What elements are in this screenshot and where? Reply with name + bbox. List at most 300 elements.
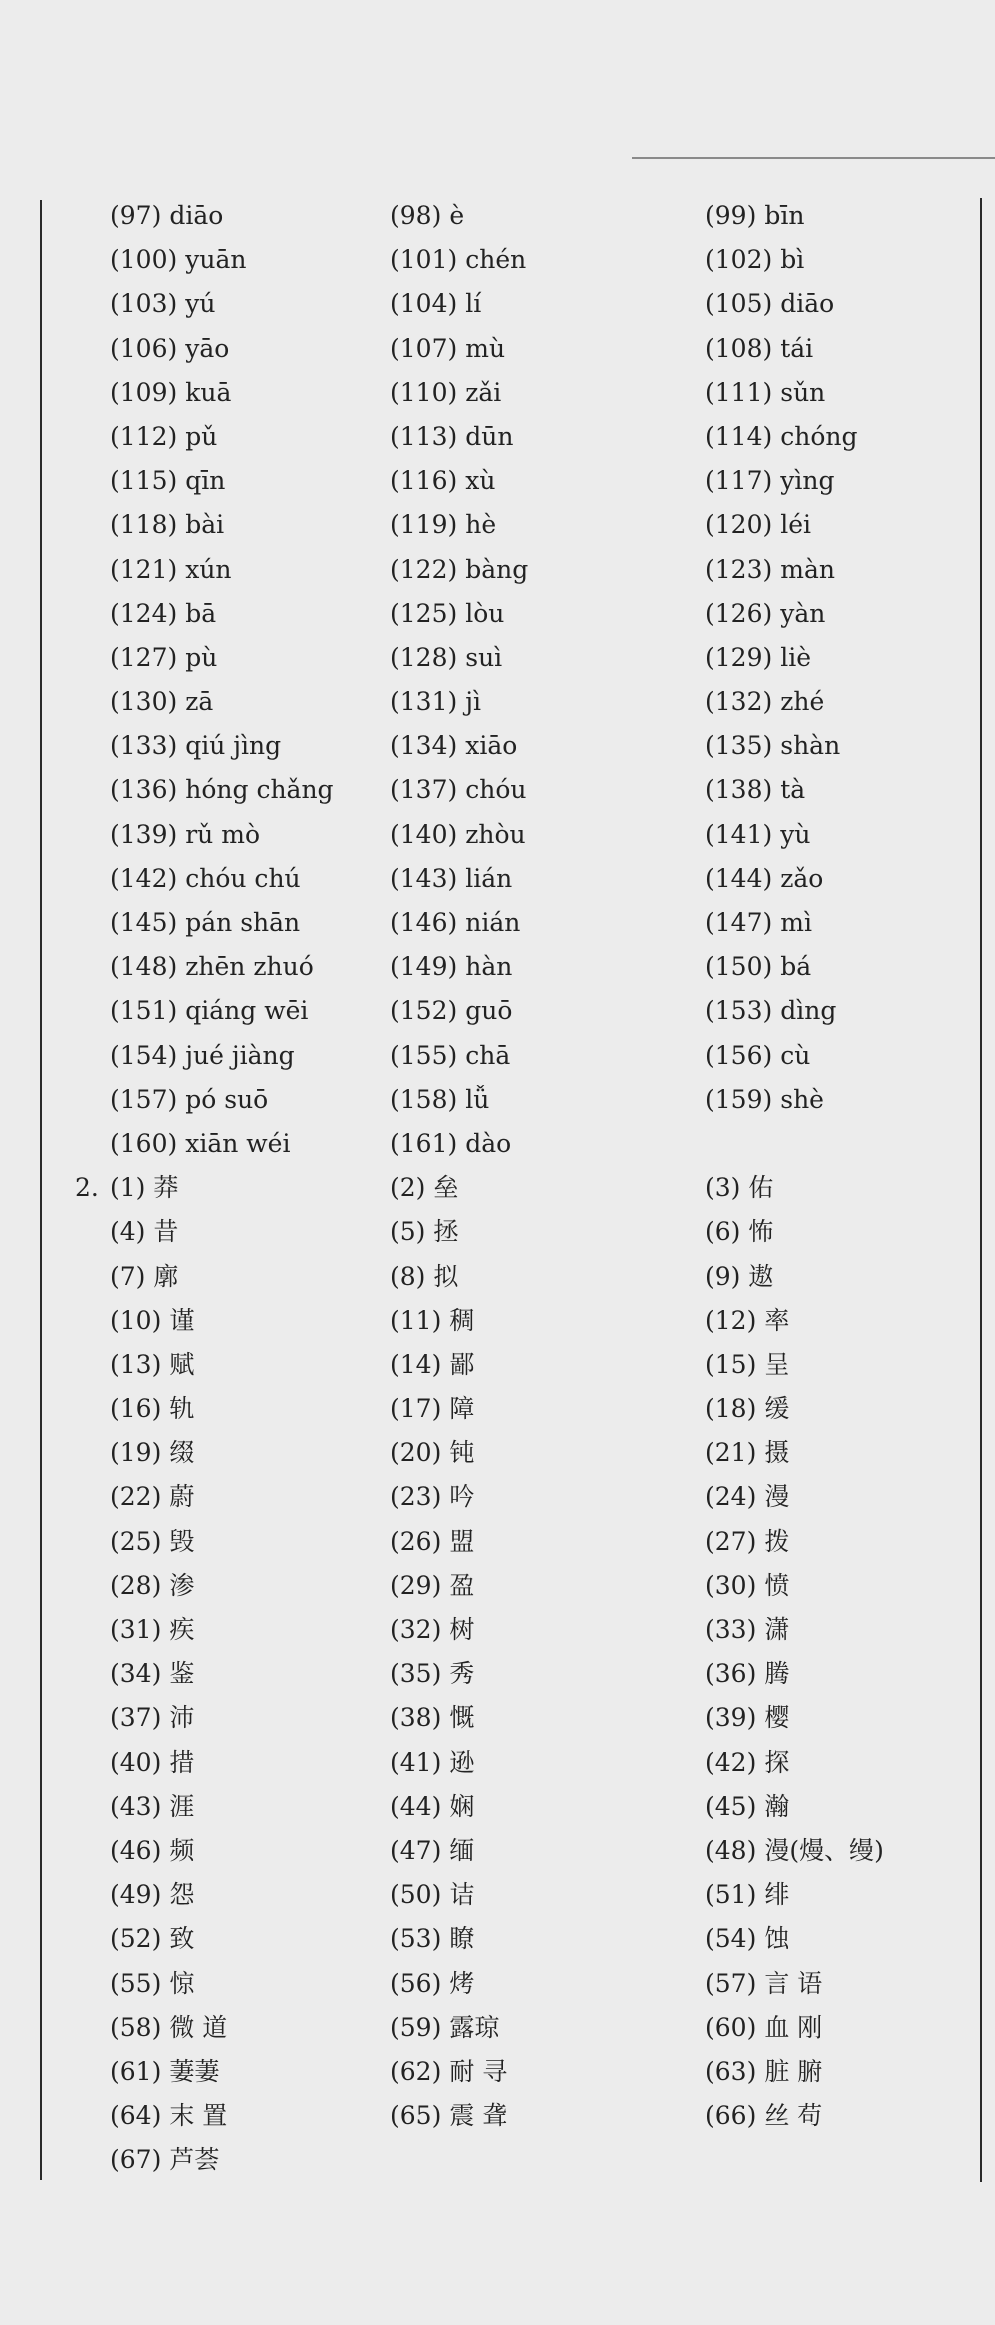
item-answer: shàn	[780, 731, 841, 761]
item-number: (157)	[110, 1084, 178, 1114]
item-answer: shè	[780, 1084, 824, 1114]
answer-item	[110, 1520, 194, 1564]
answer-row	[0, 680, 995, 724]
item-number: (156)	[705, 1040, 773, 1070]
item-number: (128)	[390, 642, 458, 672]
item-number: (1)	[110, 1173, 146, 1203]
item-number: (65)	[390, 2101, 442, 2131]
answer-row	[0, 1255, 995, 1299]
item-answer: 渗	[169, 1570, 195, 1600]
item-answer: 盈	[449, 1570, 475, 1600]
answer-item	[390, 1343, 474, 1387]
item-answer: xiān wéi	[185, 1128, 291, 1158]
answer-row	[0, 503, 995, 547]
answer-item	[705, 2050, 822, 2094]
answer-item	[110, 194, 223, 238]
item-answer: rǔ mò	[185, 819, 260, 849]
item-answer: suì	[465, 642, 503, 672]
item-number: (53)	[390, 1924, 442, 1954]
item-answer: chén	[465, 245, 527, 275]
item-answer: 瞭	[449, 1924, 475, 1954]
item-number: (142)	[110, 863, 178, 893]
item-number: (28)	[110, 1570, 162, 1600]
answer-row	[0, 1122, 995, 1166]
item-number: (27)	[705, 1526, 757, 1556]
item-number: (9)	[705, 1261, 741, 1291]
answer-row	[0, 1475, 995, 1519]
answer-item	[705, 194, 804, 238]
answer-row	[0, 901, 995, 945]
item-answer: 娴	[449, 1791, 475, 1821]
item-answer: yù	[780, 819, 811, 849]
item-answer: 惊	[169, 1968, 195, 1998]
answer-item	[110, 636, 217, 680]
item-answer: 腾	[764, 1659, 790, 1689]
item-number: (3)	[705, 1173, 741, 1203]
answer-item	[390, 592, 504, 636]
item-number: (126)	[705, 598, 773, 628]
item-answer: diāo	[169, 201, 224, 230]
answer-row	[0, 1166, 995, 1210]
item-number: (62)	[390, 2056, 442, 2086]
item-number: (105)	[705, 289, 773, 319]
item-number: (127)	[110, 642, 178, 672]
item-answer: qīn	[185, 466, 226, 496]
answer-row	[0, 1431, 995, 1475]
item-number: (33)	[705, 1615, 757, 1644]
answer-item	[705, 548, 835, 592]
item-number: (103)	[110, 289, 178, 319]
item-number: (49)	[110, 1880, 162, 1910]
item-number: (26)	[390, 1526, 442, 1556]
item-answer: cù	[780, 1040, 811, 1070]
answer-item	[110, 1387, 194, 1431]
item-answer: chā	[465, 1040, 511, 1070]
answer-item	[705, 1078, 824, 1122]
item-number: (98)	[390, 201, 442, 230]
item-number: (136)	[110, 775, 178, 805]
item-number: (64)	[110, 2101, 162, 2131]
answer-item	[705, 415, 858, 459]
answer-item	[110, 1122, 290, 1166]
item-number: (111)	[705, 377, 773, 407]
item-number: (99)	[705, 201, 757, 230]
item-answer: 震 聋	[449, 2101, 508, 2131]
answer-item	[390, 371, 501, 415]
answer-grid	[0, 194, 995, 2182]
item-answer: 鉴	[169, 1659, 195, 1689]
answer-item	[110, 1343, 194, 1387]
answer-item	[390, 1564, 474, 1608]
answer-item	[390, 194, 464, 238]
item-number: (107)	[390, 333, 458, 363]
answer-item	[110, 2050, 219, 2094]
item-answer: yú	[185, 289, 216, 319]
item-answer: zǎo	[780, 863, 824, 893]
item-answer: 芦荟	[169, 2145, 220, 2175]
item-number: (6)	[705, 1217, 741, 1247]
item-answer: 呈	[764, 1349, 790, 1379]
item-answer: zhé	[780, 687, 825, 717]
item-number: (140)	[390, 819, 458, 849]
answer-row	[0, 1210, 995, 1254]
item-number: (40)	[110, 1747, 162, 1777]
item-number: (52)	[110, 1924, 162, 1954]
item-number: (57)	[705, 1968, 757, 1998]
item-number: (141)	[705, 819, 773, 849]
item-answer: qiú jìng	[185, 731, 282, 761]
item-number: (10)	[110, 1305, 162, 1335]
item-number: (125)	[390, 598, 458, 628]
answer-row	[0, 813, 995, 857]
item-number: (45)	[705, 1791, 757, 1821]
item-number: (143)	[390, 863, 458, 893]
item-answer: 稠	[449, 1305, 475, 1335]
answer-item	[390, 1122, 511, 1166]
item-number: (48)	[705, 1835, 757, 1865]
item-number: (153)	[705, 996, 773, 1026]
answer-item	[390, 1387, 474, 1431]
item-answer: pù	[185, 642, 218, 672]
item-answer: 致	[169, 1924, 195, 1954]
answer-item	[110, 1299, 194, 1343]
answer-item	[390, 1078, 489, 1122]
item-number: (145)	[110, 908, 178, 937]
answer-item	[110, 2094, 227, 2138]
answer-item	[390, 1962, 474, 2006]
answer-item	[110, 1917, 194, 1961]
item-number: (2)	[390, 1173, 426, 1203]
answer-item	[705, 1034, 810, 1078]
item-answer: 垒	[433, 1173, 459, 1203]
item-number: (129)	[705, 642, 773, 672]
item-answer: 毁	[169, 1526, 195, 1556]
answer-item	[110, 503, 224, 547]
answer-item	[110, 1829, 194, 1873]
item-answer: léi	[780, 510, 812, 540]
item-number: (104)	[390, 289, 458, 319]
item-answer: 蔚	[169, 1482, 195, 1512]
item-number: (38)	[390, 1703, 442, 1733]
answer-item	[390, 1741, 474, 1785]
answer-row	[0, 1520, 995, 1564]
answer-item	[110, 459, 225, 503]
item-answer: 探	[764, 1747, 790, 1777]
item-answer: yàn	[780, 598, 826, 628]
item-number: (67)	[110, 2145, 162, 2175]
item-number: (106)	[110, 333, 178, 363]
item-number: (63)	[705, 2056, 757, 2086]
section-number: 2.	[75, 1173, 99, 1203]
item-answer: 漫	[764, 1482, 790, 1512]
answer-item	[705, 2006, 822, 2050]
item-number: (97)	[110, 201, 162, 230]
answer-item	[705, 238, 804, 282]
item-answer: liè	[780, 642, 812, 672]
answer-row	[0, 989, 995, 1033]
answer-item	[390, 1829, 474, 1873]
answer-item	[705, 592, 825, 636]
item-number: (121)	[110, 554, 178, 584]
item-answer: 慨	[449, 1703, 475, 1733]
item-answer: 谨	[169, 1305, 195, 1335]
item-number: (13)	[110, 1349, 162, 1379]
answer-item	[110, 238, 246, 282]
answer-item	[705, 636, 811, 680]
item-answer: 漫(熳、缦)	[764, 1835, 884, 1865]
item-number: (133)	[110, 731, 178, 761]
answer-item	[705, 1962, 822, 2006]
answer-row	[0, 2050, 995, 2094]
answer-item	[705, 1608, 789, 1652]
item-answer: sǔn	[780, 377, 826, 407]
item-number: (32)	[390, 1615, 442, 1644]
item-answer: lòu	[465, 598, 505, 628]
item-number: (161)	[390, 1128, 458, 1158]
item-answer: mì	[780, 908, 812, 937]
answer-row	[0, 1962, 995, 2006]
answer-item	[110, 1166, 178, 1210]
answer-item	[705, 1431, 789, 1475]
item-answer: 佑	[748, 1173, 774, 1203]
answer-item	[705, 1785, 789, 1829]
answer-item	[110, 1785, 194, 1829]
item-answer: xún	[185, 554, 232, 584]
item-answer: 烤	[449, 1968, 475, 1998]
answer-item	[110, 1652, 194, 1696]
item-answer: 涯	[169, 1791, 195, 1821]
answer-item	[390, 1210, 458, 1254]
answer-item	[705, 1873, 789, 1917]
item-number: (134)	[390, 731, 458, 761]
answer-item	[110, 1608, 194, 1652]
item-number: (35)	[390, 1659, 442, 1689]
answer-item	[390, 680, 481, 724]
answer-row	[0, 1564, 995, 1608]
answer-item	[705, 724, 840, 768]
item-number: (146)	[390, 908, 458, 937]
item-number: (115)	[110, 466, 178, 496]
item-number: (120)	[705, 510, 773, 540]
item-number: (66)	[705, 2101, 757, 2131]
answer-item	[390, 459, 495, 503]
item-answer: 措	[169, 1747, 195, 1777]
item-answer: qiáng wēi	[185, 996, 309, 1026]
item-answer: 末 置	[169, 2101, 228, 2131]
answer-row	[0, 1078, 995, 1122]
answer-item	[390, 813, 526, 857]
answer-row	[0, 1696, 995, 1740]
item-number: (51)	[705, 1880, 757, 1910]
item-number: (5)	[390, 1217, 426, 1247]
item-answer: 露琼	[449, 2012, 500, 2042]
item-number: (11)	[390, 1305, 442, 1335]
answer-item	[110, 901, 300, 945]
item-number: (17)	[390, 1394, 442, 1424]
answer-item	[390, 1166, 458, 1210]
answer-item	[705, 1741, 789, 1785]
item-number: (139)	[110, 819, 178, 849]
item-answer: 微 道	[169, 2012, 228, 2042]
item-answer: chóng	[780, 421, 858, 451]
answer-row	[0, 2094, 995, 2138]
answer-item	[110, 282, 215, 326]
item-number: (41)	[390, 1747, 442, 1777]
answer-item	[110, 1078, 268, 1122]
answer-item	[705, 989, 836, 1033]
item-answer: bì	[780, 245, 805, 275]
item-number: (119)	[390, 510, 458, 540]
answer-row	[0, 945, 995, 989]
item-answer: 愤	[764, 1570, 790, 1600]
answer-item	[390, 1608, 474, 1652]
answer-item	[705, 1475, 789, 1519]
answer-item	[110, 813, 260, 857]
item-answer: 缓	[764, 1394, 790, 1424]
item-number: (30)	[705, 1570, 757, 1600]
item-number: (58)	[110, 2012, 162, 2042]
item-answer: yuān	[185, 245, 247, 275]
item-answer: 赋	[169, 1349, 195, 1379]
item-answer: 拨	[764, 1526, 790, 1556]
item-answer: 树	[449, 1615, 475, 1644]
item-number: (36)	[705, 1659, 757, 1689]
answer-item	[705, 1564, 789, 1608]
answer-item	[110, 415, 217, 459]
answer-item	[110, 371, 231, 415]
answer-item	[390, 1255, 458, 1299]
item-number: (29)	[390, 1570, 442, 1600]
answer-item	[110, 724, 281, 768]
item-number: (7)	[110, 1261, 146, 1291]
item-number: (42)	[705, 1747, 757, 1777]
item-answer: 秀	[449, 1659, 475, 1689]
answer-item	[110, 592, 216, 636]
item-answer: bá	[780, 952, 812, 982]
item-answer: xù	[465, 466, 496, 496]
answer-item	[705, 945, 811, 989]
item-number: (158)	[390, 1084, 458, 1114]
item-number: (112)	[110, 421, 178, 451]
item-answer: 廓	[153, 1261, 179, 1291]
item-answer: màn	[780, 554, 835, 584]
answer-item	[705, 2094, 822, 2138]
item-answer: 频	[169, 1835, 195, 1865]
item-answer: 摄	[764, 1438, 790, 1468]
item-number: (37)	[110, 1703, 162, 1733]
item-answer: mù	[465, 333, 506, 363]
item-number: (116)	[390, 466, 458, 496]
item-answer: 怖	[748, 1217, 774, 1247]
item-number: (101)	[390, 245, 458, 275]
answer-item	[390, 1520, 474, 1564]
item-answer: yāo	[185, 333, 230, 363]
item-answer: 拯	[433, 1217, 459, 1247]
answer-row	[0, 857, 995, 901]
answer-item	[390, 857, 512, 901]
answer-item	[110, 1034, 295, 1078]
item-answer: tà	[780, 775, 806, 805]
answer-row	[0, 1343, 995, 1387]
item-number: (123)	[705, 554, 773, 584]
answer-item	[390, 901, 520, 945]
answer-item	[705, 680, 824, 724]
item-number: (131)	[390, 687, 458, 717]
item-number: (113)	[390, 421, 458, 451]
item-number: (12)	[705, 1305, 757, 1335]
item-answer: 鄙	[449, 1349, 475, 1379]
item-answer: è	[449, 201, 465, 230]
item-answer: 沛	[169, 1703, 195, 1733]
item-number: (152)	[390, 996, 458, 1026]
item-number: (118)	[110, 510, 178, 540]
item-answer: yìng	[780, 466, 835, 496]
answer-item	[390, 1696, 474, 1740]
answer-item	[705, 1210, 773, 1254]
answer-item	[110, 1962, 194, 2006]
item-answer: bā	[185, 598, 217, 628]
item-answer: dūn	[465, 421, 514, 451]
answer-item	[390, 415, 513, 459]
answer-item	[390, 1034, 510, 1078]
answer-item	[390, 1785, 474, 1829]
item-answer: 缀	[169, 1438, 195, 1468]
item-number: (102)	[705, 245, 773, 275]
item-answer: 萋萋	[169, 2056, 220, 2086]
answer-item	[705, 282, 834, 326]
item-number: (22)	[110, 1482, 162, 1512]
item-number: (16)	[110, 1394, 162, 1424]
answer-item	[110, 327, 229, 371]
answer-item	[705, 1917, 789, 1961]
item-number: (55)	[110, 1968, 162, 1998]
answer-row	[0, 1652, 995, 1696]
item-number: (137)	[390, 775, 458, 805]
item-answer: jué jiàng	[185, 1040, 295, 1070]
item-answer: 逊	[449, 1747, 475, 1777]
answer-row	[0, 238, 995, 282]
item-number: (124)	[110, 598, 178, 628]
answer-item	[705, 1387, 789, 1431]
answer-item	[110, 1564, 194, 1608]
item-answer: 血 刚	[764, 2012, 823, 2042]
item-answer: 潇	[764, 1615, 790, 1644]
item-number: (14)	[390, 1349, 442, 1379]
answer-item	[390, 2094, 507, 2138]
answer-item	[390, 1917, 474, 1961]
item-number: (108)	[705, 333, 773, 363]
item-answer: tái	[780, 333, 814, 363]
answer-row	[0, 1829, 995, 1873]
item-number: (19)	[110, 1438, 162, 1468]
answer-item	[705, 327, 813, 371]
answer-item	[705, 1829, 884, 1873]
item-answer: zhēn zhuó	[185, 952, 314, 982]
answer-item	[705, 1520, 789, 1564]
item-answer: zǎi	[465, 377, 502, 407]
answer-row	[0, 2138, 995, 2182]
item-number: (31)	[110, 1615, 162, 1644]
answer-item	[705, 813, 810, 857]
item-number: (154)	[110, 1040, 178, 1070]
item-answer: hàn	[465, 952, 513, 982]
answer-row	[0, 768, 995, 812]
answer-row	[0, 1741, 995, 1785]
answer-item	[390, 636, 502, 680]
item-answer: lǚ	[465, 1084, 490, 1114]
item-number: (43)	[110, 1791, 162, 1821]
answer-item	[705, 1343, 789, 1387]
